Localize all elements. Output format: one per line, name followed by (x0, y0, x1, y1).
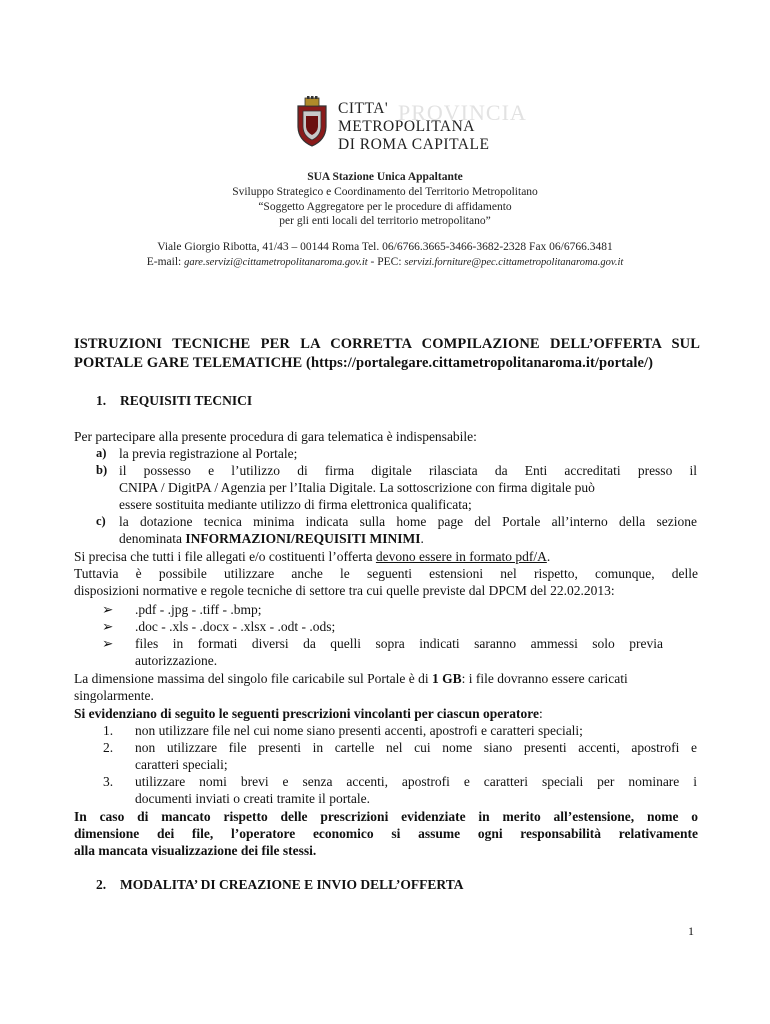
extension-item-1: .pdf - .jpg - .tiff - .bmp; (135, 602, 262, 617)
req-b-marker: b) (96, 463, 108, 477)
req-c-line-1: la dotazione tecnica minima indicata sulla home page del Portale all’interno della sezione (119, 514, 697, 529)
header-address: Viale Giorgio Ribotta, 41/43 – 00144 Roma Tel. 06/6766.3665-3466-3682-2328 Fax 06/6766.3481 (157, 241, 613, 253)
org-line-2: METROPOLITANA (338, 118, 476, 135)
extensions-line-2: disposizioni normative e regole tecniche di settore tra cui quelle previste dal DPCM del 22.02.2013: (74, 583, 615, 598)
req-c-marker: c) (96, 514, 106, 528)
req-b-line-3: essere sostituita mediante utilizzo di firma elettronica qualificata; (119, 497, 472, 512)
extension-item-3-line-2: autorizzazione. (135, 653, 218, 668)
format-requirement: devono essere in formato pdf/A (375, 549, 547, 564)
coat-of-arms-icon (292, 96, 332, 148)
prescription-2-line-2: caratteri speciali; (135, 757, 228, 772)
section-2-number: 2. (96, 877, 107, 892)
dimension-line-1 (74, 670, 628, 687)
pec-label: - PEC: (367, 256, 405, 268)
section-1-heading (96, 393, 252, 409)
format-post: . (546, 549, 551, 564)
org-line-3: DI ROMA CAPITALE (338, 136, 490, 153)
warning-line-1: In caso di mancato rispetto delle prescrizioni evidenziate in merito all’estensione, nome o (74, 809, 698, 824)
organization-name (338, 100, 527, 154)
dimension-line-2: singolarmente. (74, 688, 154, 703)
header-line-2: “Soggetto Aggregatore per le procedure di affidamento (258, 201, 512, 213)
warning-line-3: alla mancata visualizzazione dei file stessi. (74, 843, 317, 858)
dimension-max: 1 GB (432, 671, 462, 686)
prescription-1-line-1: non utilizzare file nel cui nome siano presenti accenti, apostrofi e caratteri speciali; (135, 723, 583, 738)
email-label: E-mail: (146, 256, 185, 268)
extension-item-3-line-1: files in formati diversi da quelli sopra indicati saranno ammessi solo previa (135, 636, 663, 651)
arrow-bullet-icon: ➢ (102, 636, 114, 651)
req-c-line-2 (119, 530, 424, 547)
header-contacts (0, 255, 770, 270)
req-b-line-2: CNIPA / DigitPA / Agenzia per l’Italia Digitale. La sottoscrizione con firma digitale può (119, 480, 595, 495)
dimension-post: : i file dovranno essere caricati (461, 671, 628, 686)
arrow-bullet-icon: ➢ (102, 619, 114, 634)
extensions-line-1: Tuttavia è possibile utilizzare anche le seguenti estensioni nel rispetto, comunque, delle (74, 566, 698, 581)
arrow-bullet-icon: ➢ (102, 602, 114, 617)
format-line (74, 548, 550, 565)
prescriptions-title: Si evidenziano di seguito le seguenti prescrizioni vincolanti per ciascun operatore (74, 706, 539, 721)
section-2-heading (96, 877, 463, 893)
pec-link[interactable]: servizi.forniture@pec.cittametropolitanaroma.gov.it (404, 257, 624, 268)
title-line-2: PORTALE GARE TELEMATICHE (https://portalegare.cittametropolitanaroma.it/portale/) (74, 355, 654, 371)
prescription-2-line-1: non utilizzare file presenti in cartelle nel cui nome siano presenti accenti, apostrofi e (135, 740, 697, 755)
warning-line-2: dimensione dei file, l’operatore economico si assume ogni responsabilità relativamente (74, 826, 698, 841)
prescriptions-colon: : (539, 706, 543, 721)
email-link[interactable]: gare.servizi@cittametropolitanaroma.gov.it (184, 257, 368, 268)
req-a-marker: a) (96, 446, 107, 460)
prescription-3-number: 3. (103, 774, 114, 789)
section-1-number: 1. (96, 393, 107, 408)
req-c-pre: denominata (119, 531, 186, 546)
page-number: 1 (688, 924, 694, 938)
header-line-1: Sviluppo Strategico e Coordinamento del Territorio Metropolitano (232, 186, 538, 198)
document-title (74, 335, 700, 373)
prescription-2-number: 2. (103, 740, 114, 755)
format-pre: Si precisa che tutti i file allegati e/o costituenti l’offerta (74, 549, 376, 564)
department-name: SUA Stazione Unica Appaltante (307, 171, 463, 183)
prescription-3-line-1: utilizzare nomi brevi e senza accenti, apostrofi e caratteri speciali per nominare i (135, 774, 697, 789)
dimension-pre: La dimensione massima del singolo file caricabile sul Portale è di (74, 671, 433, 686)
prescription-3-line-2: documenti inviati o creati tramite il portale. (135, 791, 371, 806)
prescription-1-number: 1. (103, 723, 114, 738)
title-line-1: ISTRUZIONI TECNICHE PER LA CORRETTA COMPILAZIONE DELL’OFFERTA SUL (74, 336, 700, 352)
req-c-section-name: INFORMAZIONI/REQUISITI MINIMI (185, 531, 421, 546)
req-c-post: . (420, 531, 424, 546)
req-a-text: la previa registrazione al Portale; (119, 446, 298, 461)
section-2-title: MODALITA’ DI CREAZIONE E INVIO DELL’OFFERTA (120, 877, 464, 892)
prescriptions-heading (74, 705, 543, 722)
watermark-text: PROVINCIA (398, 100, 527, 125)
intro-text: Per partecipare alla presente procedura di gara telematica è indispensabile: (74, 429, 477, 444)
org-line-1: CITTA' (338, 100, 389, 117)
extension-item-2: .doc - .xls - .docx - .xlsx - .odt - .ods; (135, 619, 336, 634)
section-1-title: REQUISITI TECNICI (120, 393, 253, 408)
req-b-line-1: il possesso e l’utilizzo di firma digitale rilasciata da Enti accreditati presso il (119, 463, 697, 478)
header-line-3: per gli enti locali del territorio metropolitano” (279, 215, 491, 227)
